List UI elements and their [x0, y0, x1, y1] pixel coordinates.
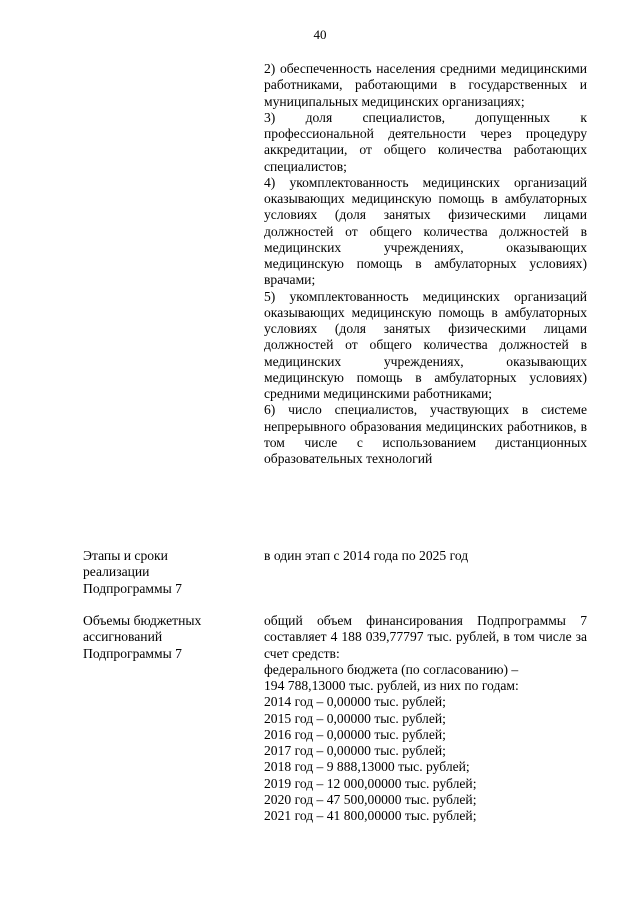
budget-year-row: 2014 год – 0,00000 тыс. рублей;	[264, 694, 446, 710]
budget-label-line: ассигнований	[83, 629, 163, 645]
budget-year-row: 2021 год – 41 800,00000 тыс. рублей;	[264, 808, 477, 823]
budget-year-row: 2015 год – 0,00000 тыс. рублей;	[264, 710, 446, 726]
indicator-item-3: 3) доля специалистов, допущенных к профессиональной деятельности через процедуру аккредитации, от общего количества работающих специалистов;	[264, 109, 587, 174]
stages-label-line: реализации	[83, 564, 150, 580]
budget-year-row: 2020 год – 47 500,00000 тыс. рублей;	[264, 791, 477, 807]
stages-label-line: Этапы и сроки	[83, 548, 168, 563]
stages-value-text: в один этап с 2014 года по 2025 год	[264, 548, 469, 563]
budget-value	[264, 613, 587, 824]
budget-year-row: 2018 год – 9 888,13000 тыс. рублей;	[264, 759, 470, 775]
budget-label-line: Объемы бюджетных	[83, 613, 202, 628]
indicators-list	[264, 61, 587, 467]
budget-year-row: 2017 год – 0,00000 тыс. рублей;	[264, 743, 446, 758]
federal-budget-header: федерального бюджета (по согласованию) –	[264, 661, 519, 677]
budget-year-row: 2016 год – 0,00000 тыс. рублей;	[264, 726, 446, 742]
indicator-item-2: 2) обеспеченность населения средними медицинскими работниками, работающими в государственных и муниципальных медицинских организациях;	[264, 61, 587, 109]
budget-year-row: 2019 год – 12 000,00000 тыс. рублей;	[264, 775, 477, 791]
page-number: 40	[313, 27, 327, 42]
stages-label	[83, 548, 243, 597]
indicator-item-5: 5) укомплектованность медицинских организаций оказывающих медицинскую помощь в амбулаторных условиях (доля занятых физическими лицами должностей от общего количества должностей в медицинских учреждениях, оказывающих медицинскую помощь в амбулаторных условиях) средними медицинскими работниками;	[264, 288, 587, 401]
stages-label-line: Подпрограммы 7	[83, 580, 182, 596]
budget-summary: общий объем финансирования Подпрограммы 7 составляет 4 188 039,77797 тыс. рублей, в том числе за счет средств:	[264, 613, 587, 661]
indicator-item-4: 4) укомплектованность медицинских организаций оказывающих медицинскую помощь в амбулаторных условиях (доля занятых физическими лицами должностей от общего количества должностей в медицинских учреждениях, оказывающих медицинскую помощь в амбулаторных условиях) врачами;	[264, 174, 587, 288]
stages-value	[264, 548, 587, 564]
budget-label	[83, 613, 243, 662]
federal-budget-total: 194 788,13000 тыс. рублей, из них по годам:	[264, 678, 519, 693]
indicator-item-6: 6) число специалистов, участвующих в системе непрерывного образования медицинских работников, в том числе с использованием дистанционных образовательных технологий	[264, 402, 587, 466]
budget-label-line: Подпрограммы 7	[83, 645, 182, 661]
